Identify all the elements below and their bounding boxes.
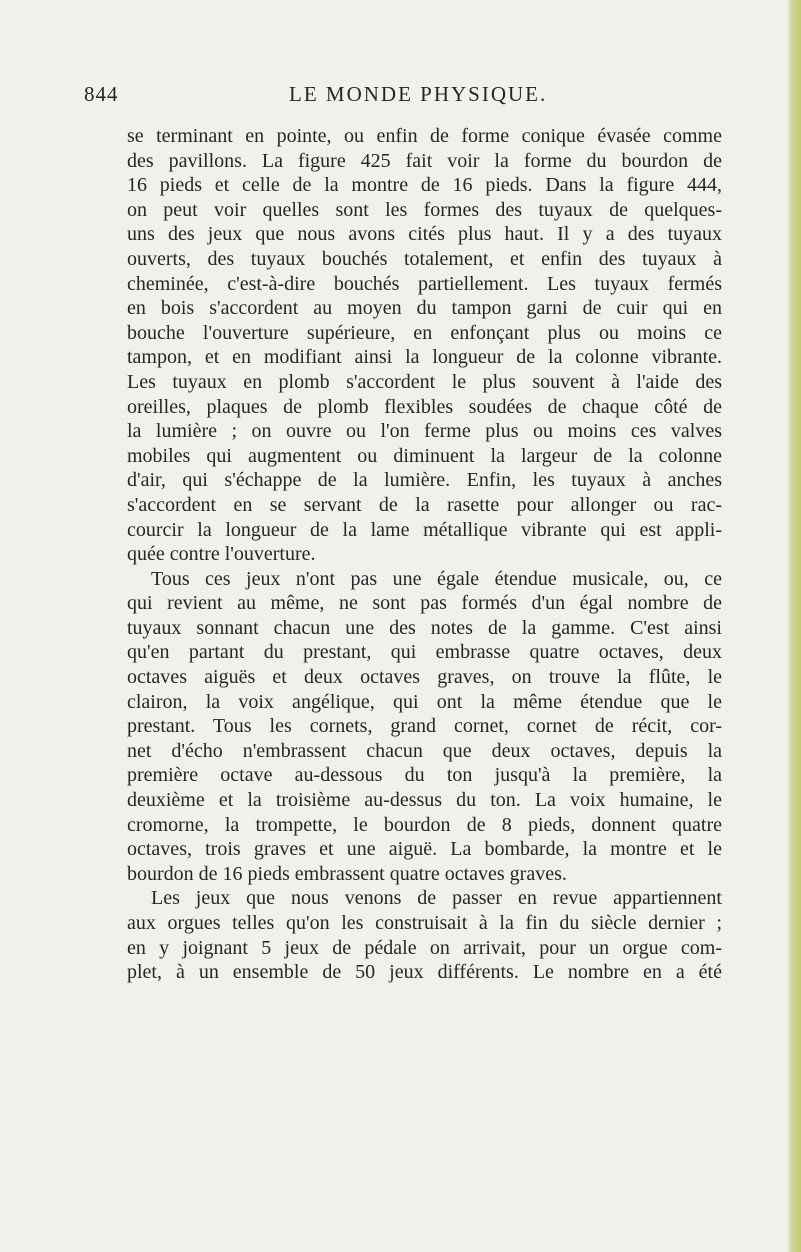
text-line: mobiles qui augmentent ou diminuent la largeur de la colonne — [127, 444, 722, 467]
text-line: aux orgues telles qu'on les construisait à la fin du siècle dernier ; — [127, 912, 722, 934]
text-line: uns des jeux que nous avons cités plus haut. Il y a des tuyaux — [127, 223, 722, 246]
text-line: tuyaux sonnant chacun une des notes de la gamme. C'est ainsi — [127, 616, 722, 639]
page-number: 844 — [84, 82, 119, 106]
text-line: d'air, qui s'échappe de la lumière. Enfin, les tuyaux à anches — [127, 469, 722, 492]
text-line: première octave au-dessous du ton jusqu'à la première, la — [127, 764, 722, 787]
text-line: ouverts, des tuyaux bouchés totalement, et enfin des tuyaux à — [127, 247, 722, 270]
text-line: en bois s'accordent au moyen du tampon garni de cuir qui en — [127, 297, 722, 320]
text-line: net d'écho n'embrassent chacun que deux octaves, depuis la — [127, 739, 722, 762]
text-line: cromorne, la trompette, le bourdon de 8 pieds, donnent quatre — [127, 813, 722, 836]
text-line: quée contre l'ouverture. — [127, 543, 316, 566]
text-line: des pavillons. La figure 425 fait voir la forme du bourdon de — [127, 149, 722, 172]
text-line: 16 pieds et celle de la montre de 16 pieds. Dans la figure 444, — [127, 174, 722, 197]
text-line: s'accordent en se servant de la rasette pour allonger ou rac- — [127, 493, 722, 516]
text-line: Les jeux que nous venons de passer en revue appartiennent — [151, 887, 722, 910]
text-line: clairon, la voix angélique, qui ont la même étendue que le — [127, 690, 722, 713]
text-line: prestant. Tous les cornets, grand cornet, cornet de récit, cor- — [127, 715, 722, 738]
text-line: cheminée, c'est-à-dire bouchés partiellement. Les tuyaux fermés — [127, 272, 722, 295]
body-text — [127, 124, 722, 985]
text-line: bouche l'ouverture supérieure, en enfonçant plus ou moins ce — [127, 321, 722, 344]
text-line: on peut voir quelles sont les formes des tuyaux de quelques- — [127, 198, 722, 221]
running-head: LE MONDE PHYSIQUE. — [289, 82, 548, 106]
text-line: qu'en partant du prestant, qui embrasse quatre octaves, deux — [127, 641, 722, 664]
text-line: oreilles, plaques de plomb flexibles soudées de chaque côté de — [127, 395, 722, 418]
text-line: la lumière ; on ouvre ou l'on ferme plus ou moins ces valves — [127, 420, 722, 443]
text-line: Les tuyaux en plomb s'accordent le plus souvent à l'aide des — [127, 370, 722, 393]
text-line: qui revient au même, ne sont pas formés d'un égal nombre de — [127, 592, 722, 615]
text-line: octaves aiguës et deux octaves graves, on trouve la flûte, le — [127, 666, 722, 689]
text-line: en y joignant 5 jeux de pédale on arrivait, pour un orgue com- — [127, 936, 722, 959]
text-line: bourdon de 16 pieds embrassent quatre octaves graves. — [127, 862, 567, 885]
text-line: plet, à un ensemble de 50 jeux différents. Le nombre en a été — [127, 961, 722, 984]
text-line: tampon, et en modifiant ainsi la longueur de la colonne vibrante. — [127, 346, 722, 369]
page-edge — [787, 0, 801, 1252]
text-line: se terminant en pointe, ou enfin de forme conique évasée comme — [127, 125, 722, 147]
page-header — [0, 82, 801, 112]
text-line: Tous ces jeux n'ont pas une égale étendue musicale, ou, ce — [151, 567, 722, 590]
text-line: octaves, trois graves et une aiguë. La bombarde, la montre et le — [127, 838, 722, 861]
text-line: deuxième et la troisième au-dessus du ton. La voix humaine, le — [127, 789, 722, 812]
text-line: courcir la longueur de la lame métallique vibrante qui est appli- — [127, 518, 722, 541]
